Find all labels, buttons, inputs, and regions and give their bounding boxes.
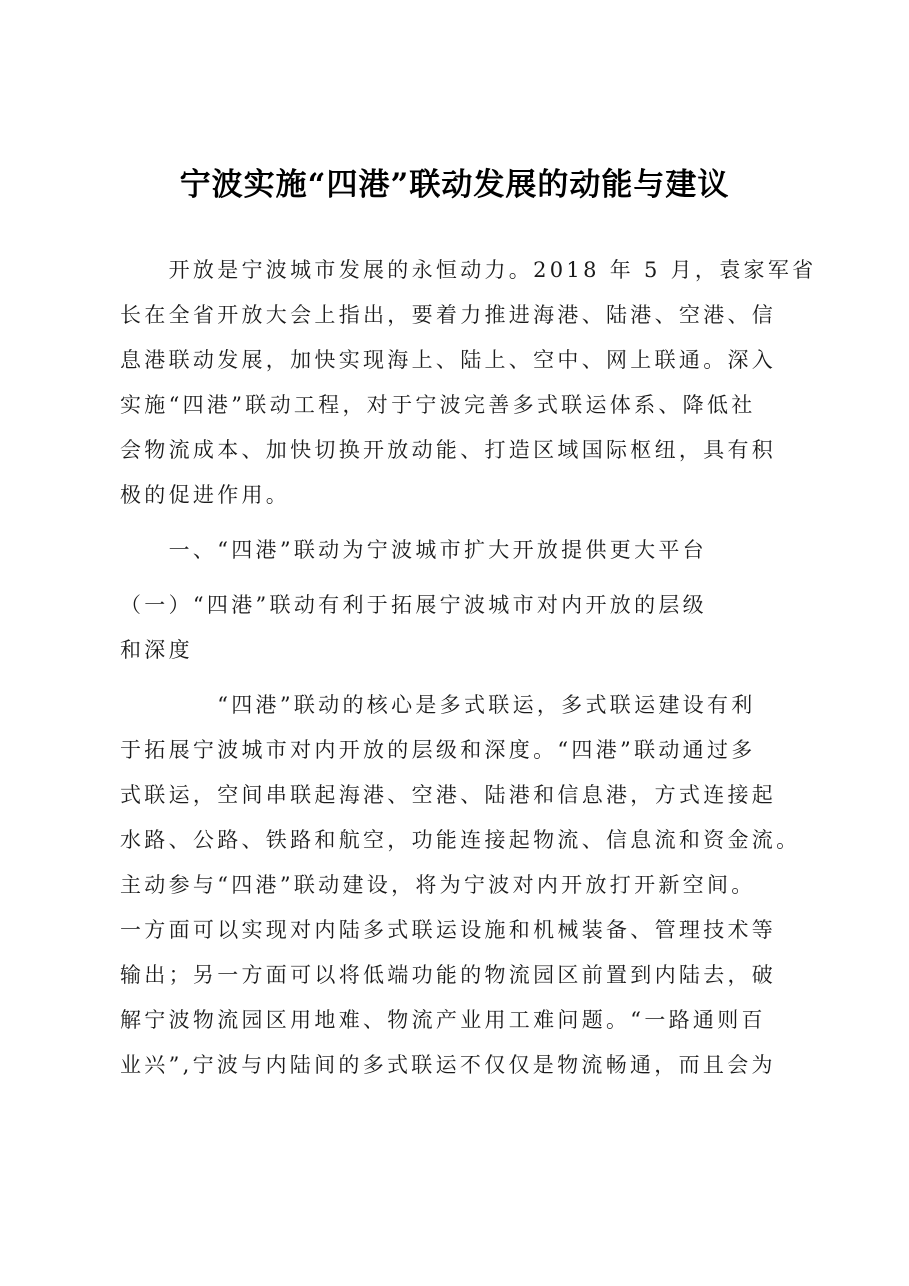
paragraph-line: 于拓展宁波城市对内开放的层级和深度。“四港”联动通过多 <box>120 738 756 762</box>
document-title: 宁波实施“四港”联动发展的动能与建议 <box>179 167 730 203</box>
paragraph-gap <box>120 518 800 528</box>
subsection-heading: （一）“四港”联动有利于拓展宁波城市对内开放的层级 <box>120 593 707 617</box>
paragraph-line: 主动参与“四港”联动建设，将为宁波对内开放打开新空间。 <box>120 873 756 897</box>
document-body <box>120 248 817 1088</box>
section-heading: 一、“四港”联动为宁波城市扩大开放提供更大平台 <box>120 538 707 562</box>
subsection-heading: 和深度 <box>120 638 193 662</box>
paragraph-line: 会物流成本、加快切换开放动能、打造区域国际枢纽，具有积 <box>120 438 777 462</box>
paragraph-line: 水路、公路、铁路和航空，功能连接起物流、信息流和资金流。 <box>120 828 801 852</box>
paragraph-line: 一方面可以实现对内陆多式联运设施和机械装备、管理技术等 <box>120 918 777 942</box>
paragraph-line: 式联运，空间串联起海港、空港、陆港和信息港，方式连接起 <box>120 783 777 807</box>
paragraph-gap <box>120 573 800 583</box>
paragraph-line: 极的促进作用。 <box>120 483 291 507</box>
paragraph-line: 解宁波物流园区用地难、物流产业用工难问题。“一路通则百 <box>120 1008 766 1032</box>
paragraph-line: 息港联动发展，加快实现海上、陆上、空中、网上联通。深入 <box>120 348 777 372</box>
paragraph-line: 业兴”,宁波与内陆间的多式联运不仅仅是物流畅通，而且会为 <box>120 1053 776 1077</box>
paragraph-line: 实施“四港”联动工程，对于宁波完善多式联运体系、降低社 <box>120 393 756 417</box>
paragraph-line: 输出；另一方面可以将低端功能的物流园区前置到内陆去，破 <box>120 963 777 987</box>
paragraph-line: “四港”联动的核心是多式联运，多式联运建设有利 <box>120 693 756 717</box>
paragraph-line: 长在全省开放大会上指出，要着力推进海港、陆港、空港、信 <box>120 303 777 327</box>
paragraph-gap <box>120 673 800 683</box>
paragraph-line: 开放是宁波城市发展的永恒动力。2018 年 5 月，袁家军省 <box>120 258 817 282</box>
